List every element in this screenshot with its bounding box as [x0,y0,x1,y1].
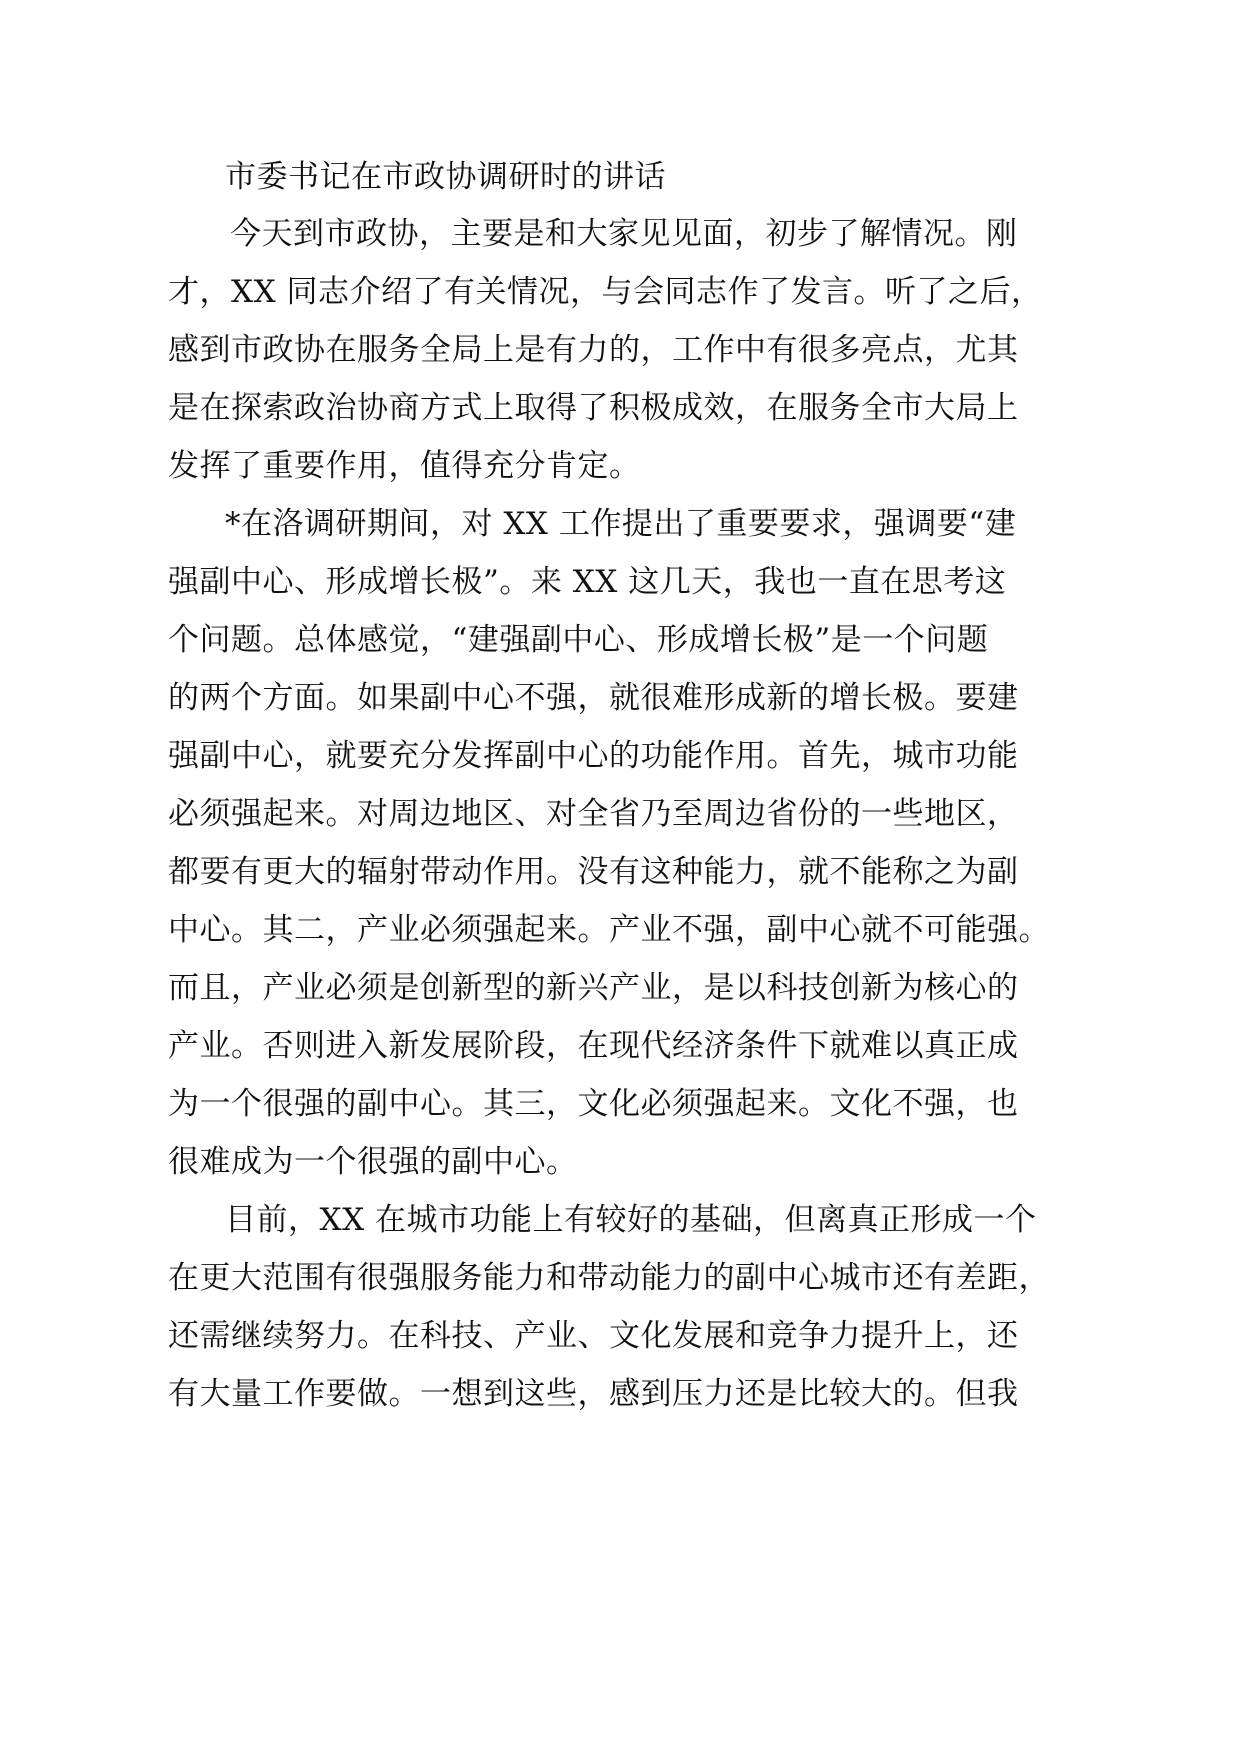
paragraph-1-line-5: 发挥了重要作用，值得充分肯定。 [168,448,641,484]
paragraph-1-line-2: 才，XX 同志介绍了有关情况，与会同志作了发言。听了之后， [168,274,1043,310]
paragraph-1-line-3: 感到市政协在服务全局上是有力的，工作中有很多亮点，尤其 [168,332,1019,368]
paragraph-2-line-2: 强副中心、形成增长极”。来 XX 这几天，我也一直在思考这 [168,564,1007,600]
document-title: 市委书记在市政协调研时的讲话 [225,159,666,195]
paragraph-2-line-9: 而且，产业必须是创新型的新兴产业，是以科技创新为核心的 [168,970,1019,1006]
paragraph-3-line-1: 目前，XX 在城市功能上有较好的基础，但离真正形成一个 [225,1202,1037,1238]
paragraph-2-line-4: 的两个方面。如果副中心不强，就很难形成新的增长极。要建 [168,680,1019,716]
paragraph-1-line-4: 是在探索政治协商方式上取得了积极成效，在服务全市大局上 [168,390,1019,426]
paragraph-3-line-3: 还需继续努力。在科技、产业、文化发展和竞争力提升上，还 [168,1318,1019,1354]
paragraph-2-line-6: 必须强起来。对周边地区、对全省乃至周边省份的一些地区， [168,796,1019,832]
paragraph-2-line-12: 很难成为一个很强的副中心。 [168,1144,578,1180]
paragraph-1-line-1: 今天到市政协，主要是和大家见见面，初步了解情况。刚 [230,216,1018,252]
paragraph-2-line-10: 产业。否则进入新发展阶段，在现代经济条件下就难以真正成 [168,1028,1019,1064]
paragraph-2-line-7: 都要有更大的辐射带动作用。没有这种能力，就不能称之为副 [168,854,1019,890]
paragraph-2-line-5: 强副中心，就要充分发挥副中心的功能作用。首先，城市功能 [168,738,1019,774]
paragraph-2-line-3: 个问题。总体感觉，“建强副中心、形成增长极”是一个问题 [168,622,989,658]
paragraph-3-line-4: 有大量工作要做。一想到这些，感到压力还是比较大的。但我 [168,1376,1019,1412]
paragraph-2-line-8: 中心。其二，产业必须强起来。产业不强，副中心就不可能强。 [168,912,1050,948]
paragraph-3-line-2: 在更大范围有很强服务能力和带动能力的副中心城市还有差距， [168,1260,1050,1296]
paragraph-2-line-11: 为一个很强的副中心。其三，文化必须强起来。文化不强，也 [168,1086,1019,1122]
paragraph-2-line-1: *在洛调研期间，对 XX 工作提出了重要要求，强调要“建 [225,506,1017,542]
